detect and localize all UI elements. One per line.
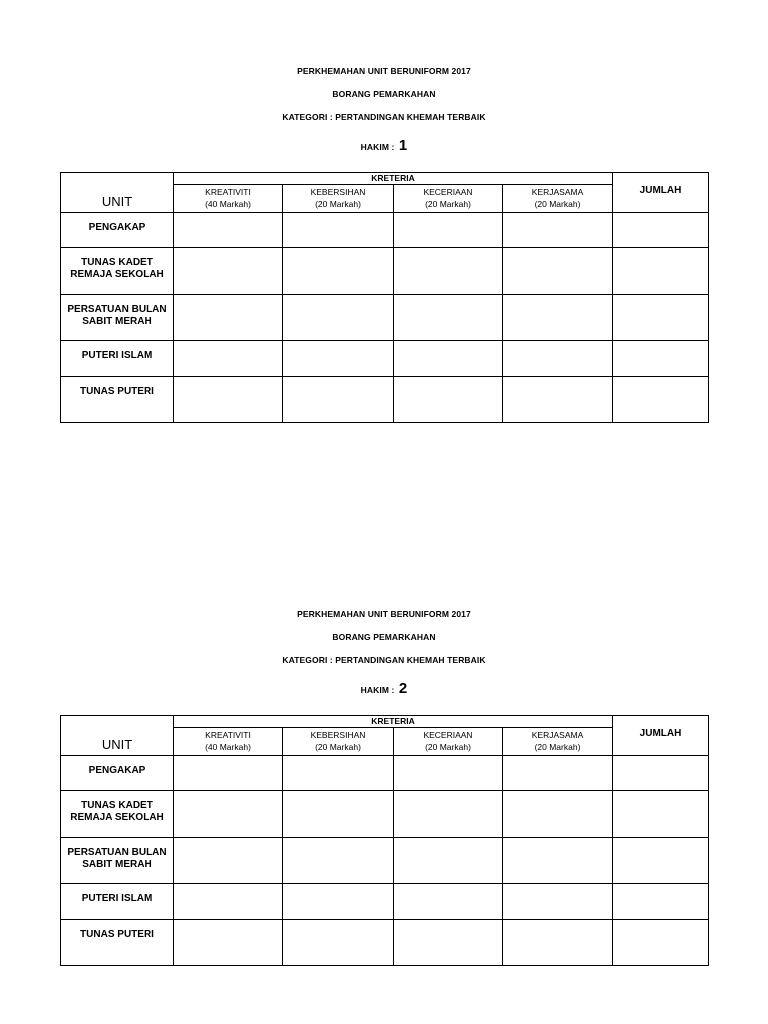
score-cell[interactable]: [503, 756, 613, 791]
score-cell[interactable]: [174, 213, 283, 248]
criteria-name: KREATIVITI: [205, 187, 251, 197]
criteria-name: KECERIAAN: [423, 730, 473, 740]
criteria-marks: (40 Markah): [205, 199, 251, 209]
criteria-header-kerjasama: [503, 728, 613, 756]
unit-name: PERSATUAN BULAN SABIT MERAH: [61, 838, 174, 884]
score-cell[interactable]: [283, 248, 394, 295]
score-cell[interactable]: [503, 920, 613, 966]
form-subtitle: BORANG PEMARKAHAN: [332, 632, 436, 642]
score-cell[interactable]: [174, 756, 283, 791]
total-cell[interactable]: [613, 838, 709, 884]
score-cell[interactable]: [503, 248, 613, 295]
score-cell[interactable]: [283, 213, 394, 248]
score-cell[interactable]: [174, 377, 283, 423]
score-table: [60, 715, 709, 966]
criteria-marks: (20 Markah): [315, 742, 361, 752]
total-cell[interactable]: [613, 884, 709, 920]
table-row: [61, 920, 709, 966]
kreteria-header: KRETERIA: [174, 173, 613, 185]
score-cell[interactable]: [283, 838, 394, 884]
score-cell[interactable]: [394, 838, 503, 884]
unit-header: UNIT: [61, 173, 174, 213]
score-cell[interactable]: [283, 341, 394, 377]
score-cell[interactable]: [394, 884, 503, 920]
score-cell[interactable]: [394, 756, 503, 791]
unit-name: TUNAS PUTERI: [61, 920, 174, 966]
score-cell[interactable]: [174, 341, 283, 377]
hakim-number: 1: [398, 137, 408, 154]
unit-name: PENGAKAP: [61, 756, 174, 791]
total-cell[interactable]: [613, 213, 709, 248]
criteria-header-kebersihan: [283, 185, 394, 213]
criteria-header-kreativiti: [174, 728, 283, 756]
total-cell[interactable]: [613, 248, 709, 295]
criteria-name: KREATIVITI: [205, 730, 251, 740]
criteria-name: KEBERSIHAN: [310, 730, 366, 740]
score-cell[interactable]: [503, 884, 613, 920]
score-cell[interactable]: [503, 377, 613, 423]
score-cell[interactable]: [283, 920, 394, 966]
criteria-name: KECERIAAN: [423, 187, 473, 197]
score-cell[interactable]: [174, 838, 283, 884]
score-cell[interactable]: [394, 248, 503, 295]
hakim-label: HAKIM :: [360, 685, 395, 695]
criteria-header-kreativiti: [174, 185, 283, 213]
kreteria-header: KRETERIA: [174, 716, 613, 728]
score-cell[interactable]: [503, 838, 613, 884]
score-cell[interactable]: [503, 341, 613, 377]
criteria-header-keceriaan: [394, 728, 503, 756]
score-cell[interactable]: [174, 791, 283, 838]
jumlah-header: JUMLAH: [613, 716, 709, 756]
form-subtitle: BORANG PEMARKAHAN: [332, 89, 436, 99]
total-cell[interactable]: [613, 791, 709, 838]
score-cell[interactable]: [503, 295, 613, 341]
score-table: [60, 172, 709, 423]
unit-header: UNIT: [61, 716, 174, 756]
criteria-header-kebersihan: [283, 728, 394, 756]
form-category: KATEGORI : PERTANDINGAN KHEMAH TERBAIK: [282, 112, 486, 122]
score-cell[interactable]: [174, 295, 283, 341]
score-cell[interactable]: [283, 756, 394, 791]
total-cell[interactable]: [613, 295, 709, 341]
table-row: [61, 838, 709, 884]
score-cell[interactable]: [394, 295, 503, 341]
criteria-marks: (20 Markah): [534, 199, 581, 209]
table-row: [61, 248, 709, 295]
total-cell[interactable]: [613, 341, 709, 377]
criteria-name: KERJASAMA: [531, 730, 584, 740]
criteria-marks: (20 Markah): [315, 199, 361, 209]
score-cell[interactable]: [174, 884, 283, 920]
unit-name: TUNAS KADET REMAJA SEKOLAH: [61, 248, 174, 295]
score-cell[interactable]: [394, 213, 503, 248]
table-row: [61, 884, 709, 920]
hakim-line: [0, 680, 768, 697]
form-title: PERKHEMAHAN UNIT BERUNIFORM 2017: [297, 609, 471, 619]
criteria-name: KEBERSIHAN: [310, 187, 366, 197]
total-cell[interactable]: [613, 377, 709, 423]
unit-name: PENGAKAP: [61, 213, 174, 248]
table-row: [61, 756, 709, 791]
score-cell[interactable]: [283, 884, 394, 920]
jumlah-header: JUMLAH: [613, 173, 709, 213]
score-cell[interactable]: [283, 295, 394, 341]
total-cell[interactable]: [613, 756, 709, 791]
criteria-marks: (20 Markah): [534, 742, 581, 752]
score-cell[interactable]: [394, 791, 503, 838]
criteria-name: KERJASAMA: [531, 187, 584, 197]
criteria-header-keceriaan: [394, 185, 503, 213]
score-cell[interactable]: [503, 791, 613, 838]
form-title: PERKHEMAHAN UNIT BERUNIFORM 2017: [297, 66, 471, 76]
table-row: [61, 341, 709, 377]
table-row: [61, 295, 709, 341]
unit-name: PERSATUAN BULAN SABIT MERAH: [61, 295, 174, 341]
criteria-marks: (40 Markah): [205, 742, 251, 752]
unit-name: PUTERI ISLAM: [61, 884, 174, 920]
form-category: KATEGORI : PERTANDINGAN KHEMAH TERBAIK: [282, 655, 486, 665]
hakim-label: HAKIM :: [360, 142, 395, 152]
unit-name: TUNAS PUTERI: [61, 377, 174, 423]
score-cell[interactable]: [394, 377, 503, 423]
table-row: [61, 791, 709, 838]
total-cell[interactable]: [613, 920, 709, 966]
score-cell[interactable]: [394, 341, 503, 377]
hakim-line: [0, 137, 768, 154]
criteria-header-kerjasama: [503, 185, 613, 213]
score-cell[interactable]: [503, 213, 613, 248]
unit-name: PUTERI ISLAM: [61, 341, 174, 377]
criteria-marks: (20 Markah): [425, 742, 471, 752]
score-cell[interactable]: [283, 791, 394, 838]
score-cell[interactable]: [283, 377, 394, 423]
hakim-number: 2: [398, 680, 408, 697]
table-row: [61, 377, 709, 423]
score-cell[interactable]: [174, 920, 283, 966]
table-row: [61, 213, 709, 248]
unit-name: TUNAS KADET REMAJA SEKOLAH: [61, 791, 174, 838]
score-cell[interactable]: [174, 248, 283, 295]
score-cell[interactable]: [394, 920, 503, 966]
criteria-marks: (20 Markah): [425, 199, 471, 209]
